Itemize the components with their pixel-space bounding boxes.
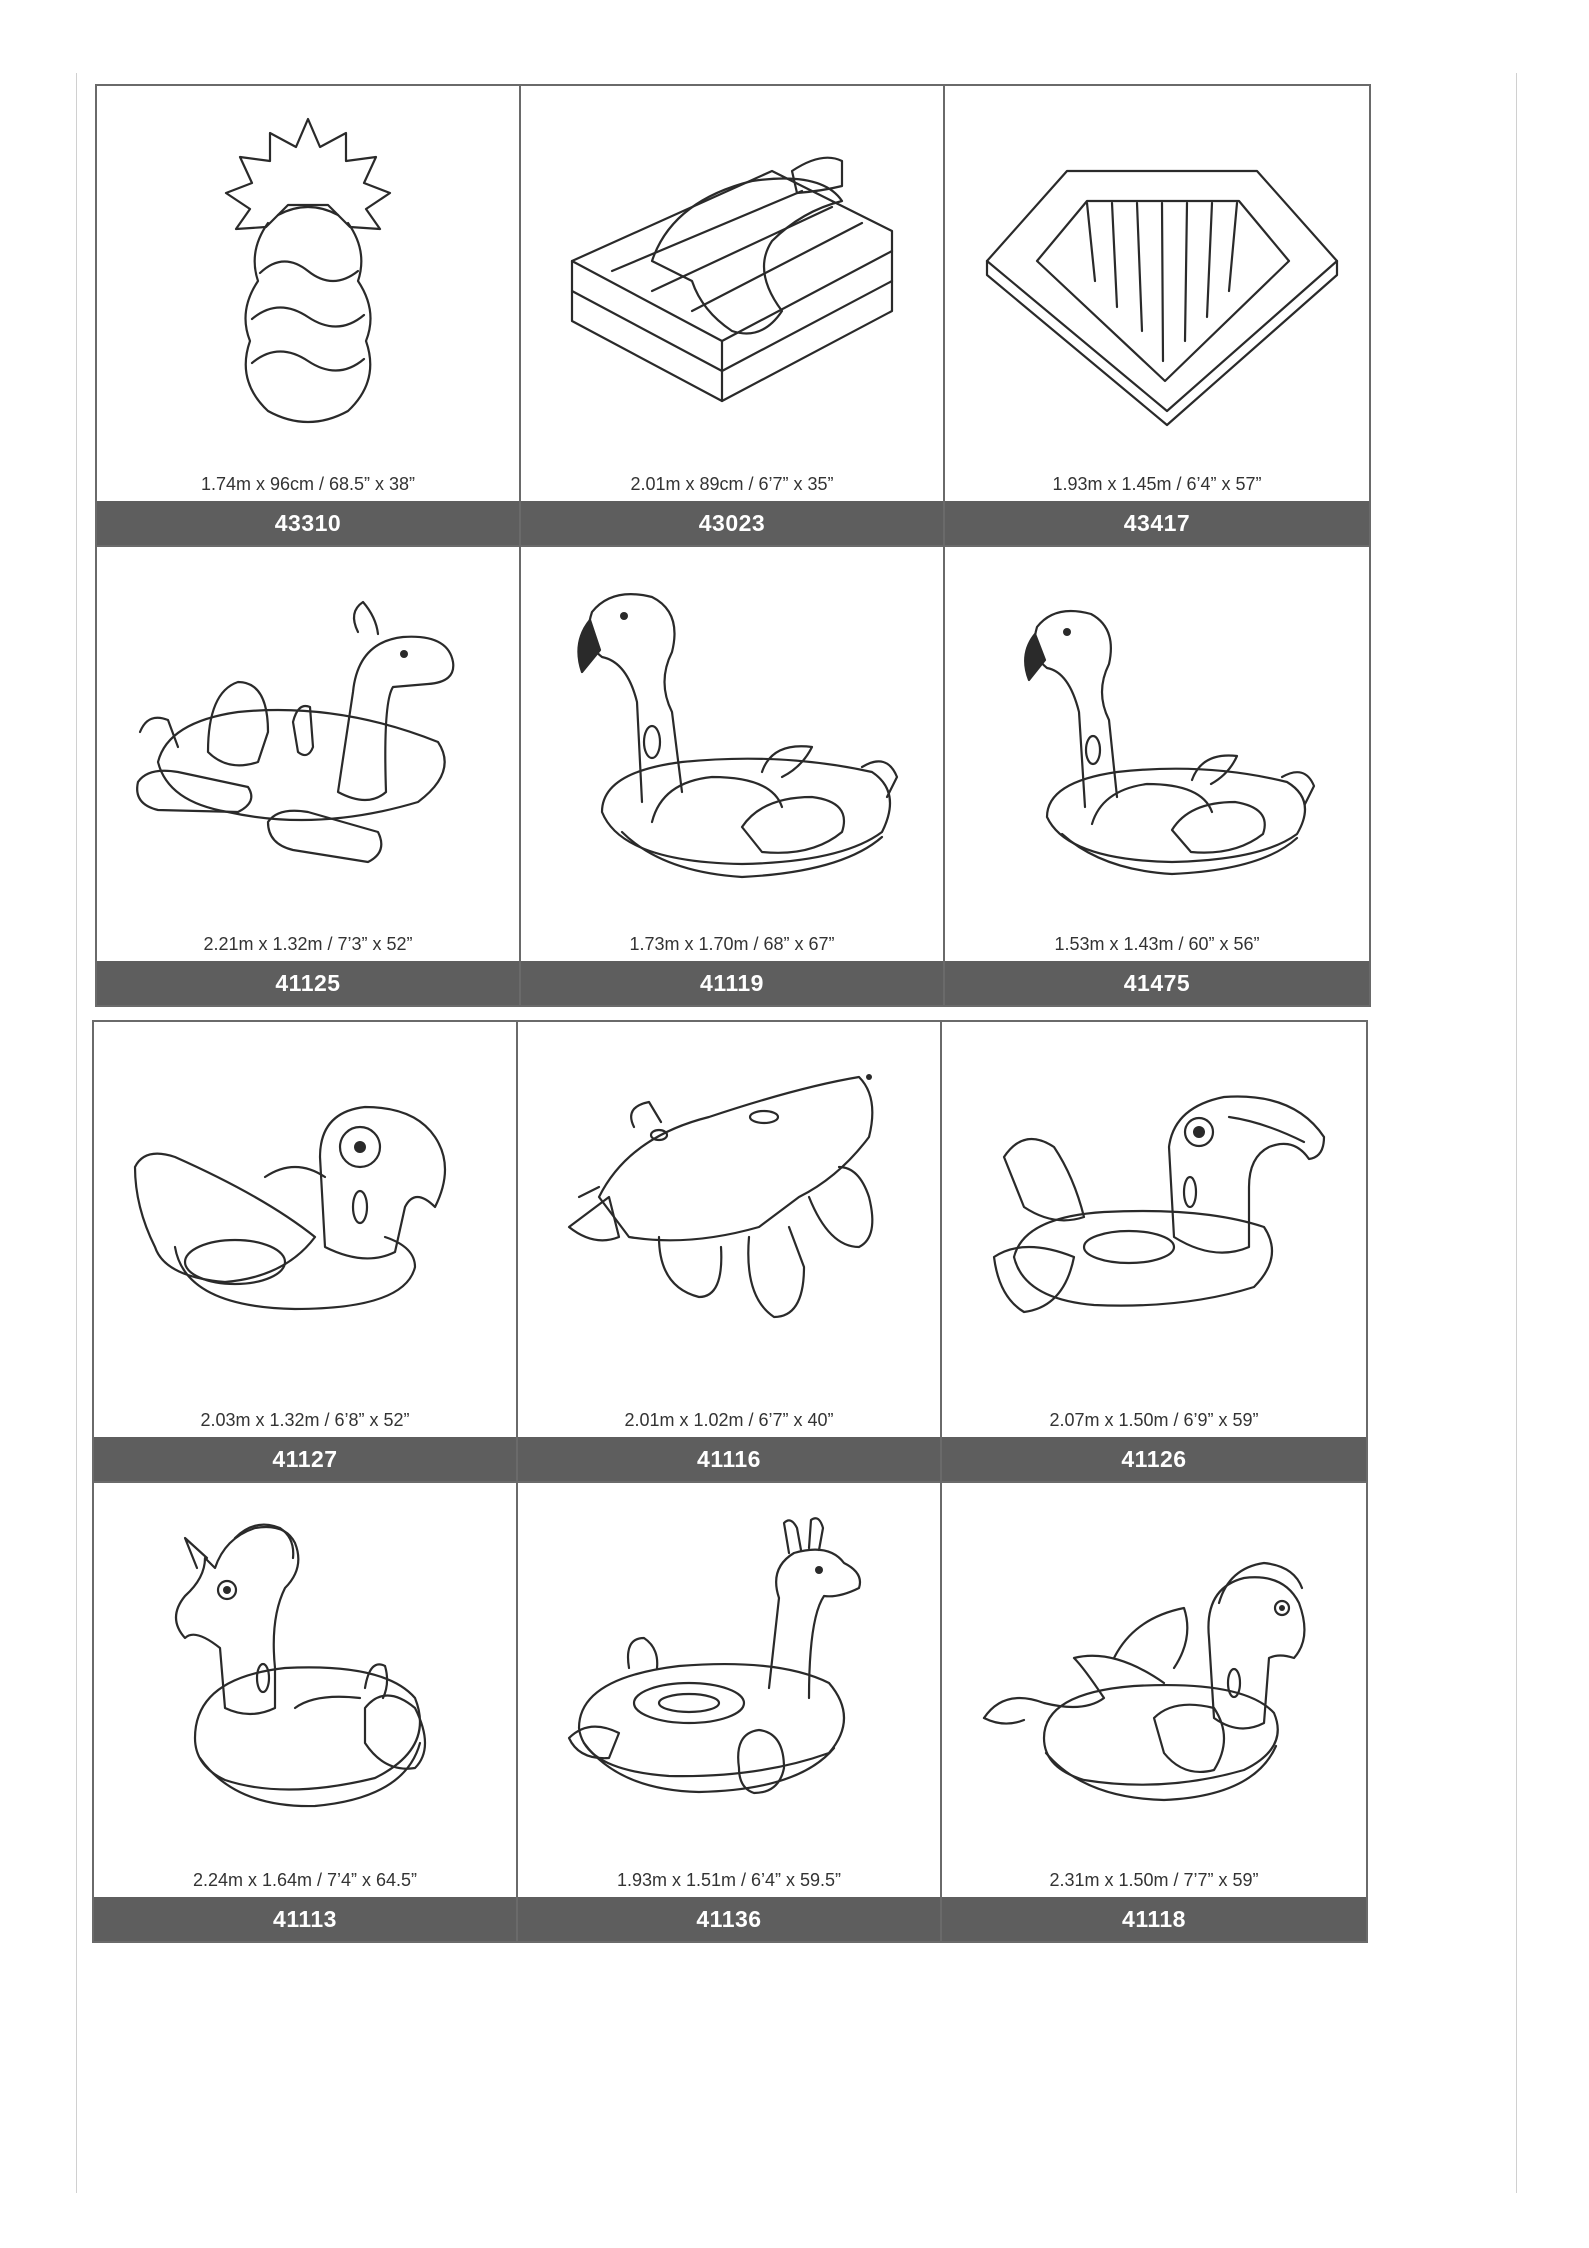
product-dimensions: 1.53m x 1.43m / 60” x 56” [1054,934,1260,954]
product-code: 43023 [521,501,943,545]
product-code: 41116 [518,1437,940,1481]
product-dimensions: 2.01m x 89cm / 6’7” x 35” [630,473,834,494]
product-dimensions: 2.21m x 1.32m / 7’3” x 52” [203,934,413,954]
product-code: 41118 [942,1897,1366,1941]
product-code: 41475 [945,961,1369,1005]
product-dimensions: 2.31m x 1.50m / 7’7” x 59” [1049,1870,1259,1890]
flamingo-large-icon [542,572,922,902]
product-dimensions: 2.24m x 1.64m / 7’4” x 64.5” [192,1870,418,1890]
pineapple-float-icon [118,111,498,441]
product-card [97,86,521,547]
product-code: 43417 [945,501,1369,545]
product-dimensions: 1.74m x 96cm / 68.5” x 38” [200,473,416,494]
product-card [521,86,945,547]
product-code: 41127 [94,1437,516,1481]
page-margin-left [76,73,77,2193]
unicorn-float-icon [115,1508,495,1838]
product-card [518,1483,942,1942]
diamond-float-icon [967,111,1347,441]
product-grid-1 [95,84,1371,1007]
product-dimensions: 2.07m x 1.50m / 6’9” x 59” [1049,1409,1259,1430]
product-card [518,1022,942,1483]
product-grid-2 [92,1020,1368,1943]
product-code: 43310 [97,501,519,545]
page-margin-right [1516,73,1517,2193]
product-code: 41125 [97,961,519,1005]
product-code: 41113 [94,1897,516,1941]
parrot-float-icon [115,1047,495,1377]
llama-float-icon [539,1508,919,1838]
flamingo-small-icon [967,572,1347,902]
product-card [945,86,1369,547]
toucan-float-icon [964,1047,1344,1377]
product-dimensions: 1.93m x 1.45m / 6’4” x 57” [1052,473,1262,494]
product-card [521,547,945,1006]
product-card [97,547,521,1006]
product-code: 41119 [521,961,943,1005]
product-card [94,1022,518,1483]
product-card [945,547,1369,1006]
rhino-rider-icon [539,1047,919,1377]
product-code: 41136 [518,1897,940,1941]
product-dimensions: 2.01m x 1.02m / 6’7” x 40” [624,1409,834,1430]
product-dimensions: 2.03m x 1.32m / 6’8” x 52” [200,1409,410,1430]
seahorse-rider-icon [118,572,498,902]
product-dimensions: 1.93m x 1.51m / 6’4” x 59.5” [616,1870,842,1890]
product-code: 41126 [942,1437,1366,1481]
product-card [942,1022,1366,1483]
product-dimensions: 1.73m x 1.70m / 68” x 67” [629,934,835,954]
lounge-float-icon [542,111,922,441]
product-card [94,1483,518,1942]
product-card [942,1483,1366,1942]
pegasus-float-icon [964,1508,1344,1838]
